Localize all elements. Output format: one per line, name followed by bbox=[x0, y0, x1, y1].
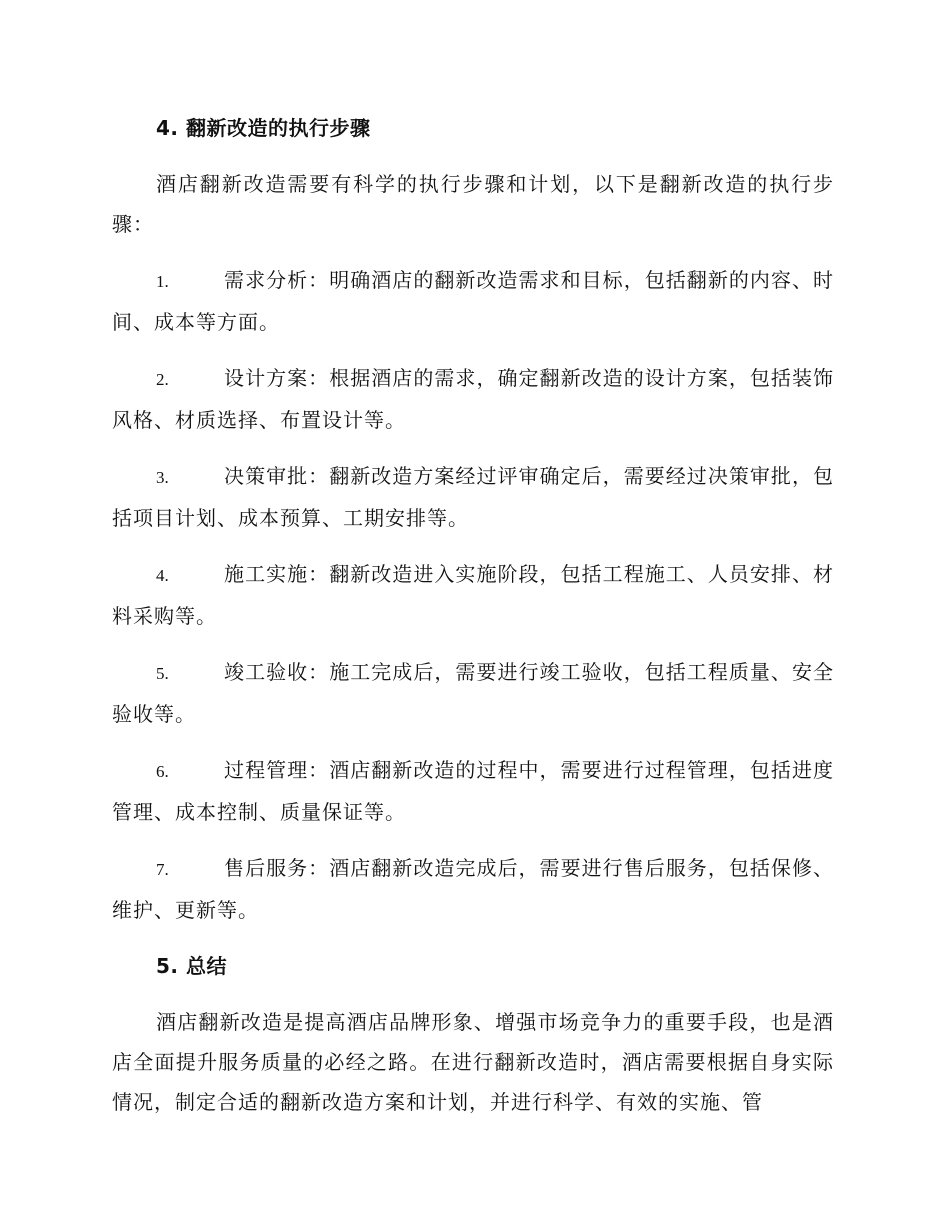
list-item bbox=[112, 260, 834, 342]
section-4-heading: 4. 翻新改造的执行步骤 bbox=[156, 116, 371, 140]
list-item bbox=[112, 652, 834, 734]
list-item bbox=[112, 848, 834, 930]
list-item bbox=[112, 358, 834, 440]
list-item-text: 过程管理：酒店翻新改造的过程中，需要进行过程管理，包括进度管理、成本控制、质量保证等。 bbox=[112, 758, 834, 824]
list-item-text: 需求分析：明确酒店的翻新改造需求和目标，包括翻新的内容、时间、成本等方面。 bbox=[112, 268, 834, 334]
list-item-number: 2. bbox=[156, 370, 169, 389]
list-item-text: 竣工验收：施工完成后，需要进行竣工验收，包括工程质量、安全验收等。 bbox=[112, 660, 834, 726]
list-item-number: 4. bbox=[156, 566, 169, 585]
list-item-text: 售后服务：酒店翻新改造完成后，需要进行售后服务，包括保修、维护、更新等。 bbox=[112, 856, 834, 922]
list-item-text: 设计方案：根据酒店的需求，确定翻新改造的设计方案，包括装饰风格、材质选择、布置设计等。 bbox=[112, 366, 834, 432]
list-item bbox=[112, 554, 834, 636]
document-content bbox=[112, 108, 834, 1138]
section-4-intro: 酒店翻新改造需要有科学的执行步骤和计划，以下是翻新改造的执行步骤： bbox=[112, 172, 834, 236]
execution-steps-list bbox=[112, 260, 834, 930]
list-item-number: 3. bbox=[156, 468, 169, 487]
list-item-number: 1. bbox=[156, 272, 169, 291]
list-item bbox=[112, 750, 834, 832]
list-item-text: 决策审批：翻新改造方案经过评审确定后，需要经过决策审批，包括项目计划、成本预算、工期安排等。 bbox=[112, 464, 834, 530]
list-item-number: 6. bbox=[156, 762, 169, 781]
section-5-body: 酒店翻新改造是提高酒店品牌形象、增强市场竞争力的重要手段，也是酒店全面提升服务质量的必经之路。在进行翻新改造时，酒店需要根据自身实际情况，制定合适的翻新改造方案和计划，并进行科学、有效的实施、管 bbox=[112, 1010, 834, 1114]
list-item-text: 施工实施：翻新改造进入实施阶段，包括工程施工、人员安排、材料采购等。 bbox=[112, 562, 834, 628]
list-item-number: 7. bbox=[156, 860, 169, 879]
list-item-number: 5. bbox=[156, 664, 169, 683]
section-5-heading: 5. 总结 bbox=[156, 954, 227, 978]
list-item bbox=[112, 456, 834, 538]
